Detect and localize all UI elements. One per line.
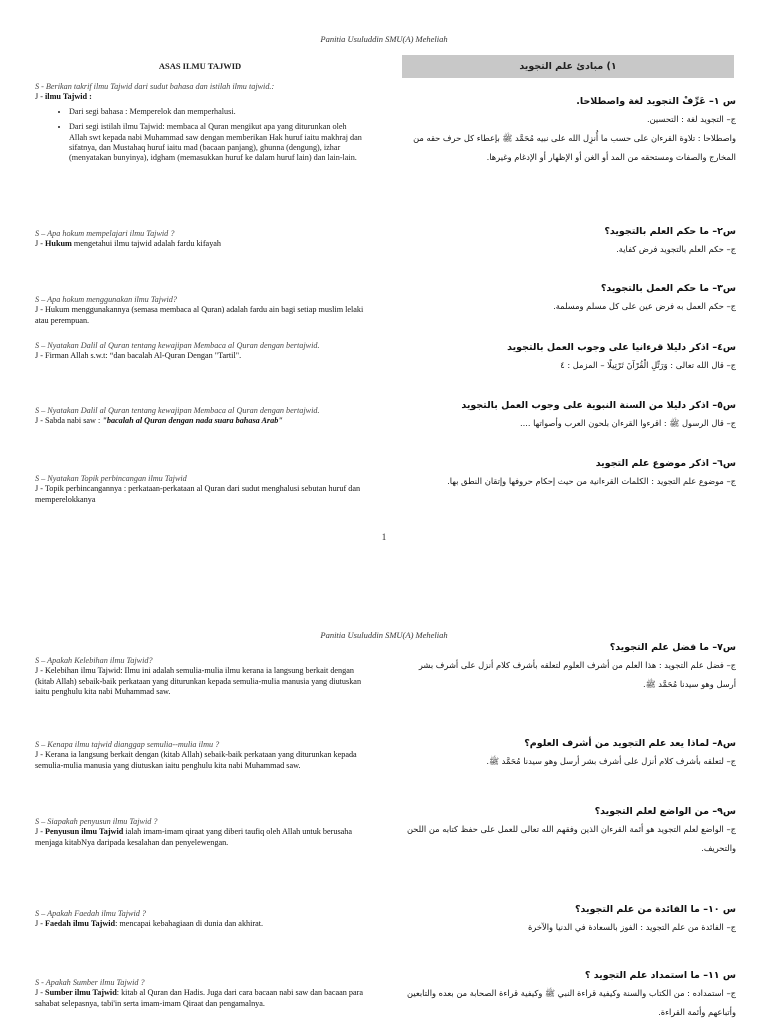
arabic-question: س ١١– ما استمداد علم التجويد ؟ (584, 970, 736, 981)
arabic-qa-block (402, 456, 736, 491)
arabic-qa-block (402, 224, 736, 259)
arabic-qa-block (402, 804, 736, 858)
answer-rest: : kitab al Quran dan Hadis. Juga dari cara bacaan nabi saw dan bacaan para sahabat selepasnya, tabi'in serta imam-imam Qiraat dan pengamalnya. (35, 988, 363, 1008)
answer-prefix: J - (35, 827, 46, 837)
answer-prefix: J - (35, 239, 46, 249)
question-text: S - Berikan takrif ilmu Tajwid dari sudut bahasa dan istilah ilmu tajwid.: (35, 82, 275, 91)
qa-block (35, 740, 365, 771)
arabic-qa-block (402, 398, 736, 433)
arabic-answer: ج– لتعلقه بأشرف كلام أنزل على أشرف بشر أرسل وهو سيدنا مُحَمَّد ﷺ. (486, 756, 736, 766)
arabic-answer: ج– فضل علم التجويد : هذا العلم من أشرف العلوم لتعلقه بأشرف كلام أنزل على أشرف بشر أرسل وهو سيدنا مُحَمَّد ﷺ. (418, 660, 736, 689)
question-text: S – Apakah Kelebihan ilmu Tajwid? (35, 656, 153, 665)
answer-italic: "bacalah al Quran dengan nada suara bahasa Arab" (102, 416, 283, 426)
arabic-qa-block (402, 94, 736, 167)
arabic-question: س ١٠– ما الفائدة من علم التجويد؟ (575, 904, 736, 915)
right-section-title: ١) مبادئ علم التجويد (402, 55, 734, 78)
arabic-qa-block (402, 902, 736, 937)
arabic-answer: ج– حكم العلم بالتجويد فرض كفاية. (616, 244, 736, 254)
qa-block (35, 82, 365, 169)
arabic-answer: ج– الفائدة من علم التجويد : الفوز بالسعادة في الدنيا والآخرة (527, 922, 736, 932)
question-text: S – Apa hokum mempelajari ilmu Tajwid ? (35, 229, 175, 238)
arabic-question: س٦– اذكر موضوع علم التجويد (595, 458, 736, 469)
question-text: S - Apakah Sumber ilmu Tajwid ? (35, 978, 145, 987)
arabic-question: س٨– لماذا يعد علم التجويد من أشرف العلوم؟ (524, 738, 736, 749)
answer-text: J - Kelebihan ilmu Tajwid: Ilmu ini adalah semulia-mulia ilmu kerana ia langsung berkait dengan (kitab Allah) sebaik-baik perkataan yang diturunkan kepada semulia-mulia manusia yang diutuskan iaitu penghulu kita nabi Muhammad saw. (35, 666, 362, 697)
answer-text (35, 416, 365, 426)
qa-block (35, 909, 365, 930)
arabic-question: س ١– عَرِّفْ التجويد لغة واصطلاحا. (576, 96, 736, 107)
question-text: S – Siapakah penyusun ilmu Tajwid ? (35, 817, 158, 826)
page-number: 1 (381, 532, 387, 542)
arabic-question: س٧– ما فضل علم التجويد؟ (609, 642, 736, 653)
arabic-question: س٣– ما حكم العمل بالتجويد؟ (600, 283, 736, 294)
arabic-qa-block (402, 968, 736, 1022)
answer-text: J - Hukum menggunakannya (semasa membaca al Quran) adalah fardu ain bagi setiap muslim lelaki atau perempuan. (35, 305, 364, 325)
arabic-answer: ج– الواضع لعلم التجويد هو أئمة القرءان الذين وفقهم الله تعالى للعمل على حفظ كتابه من اللحن والتحريف. (406, 824, 736, 853)
answer-prefix: J - (35, 351, 46, 361)
qa-block (35, 295, 365, 326)
definition-list (35, 107, 365, 164)
arabic-qa-block (402, 736, 736, 771)
question-text: S – Apa hokum menggunakan ilmu Tajwid? (35, 295, 177, 304)
answer-text: J - Kerana ia langsung berkait dengan (kitab Allah) sebaik-baik perkataan yang diturunkan kepada semulia-mulia manusia yang diutuskan iaitu penghulu kita nabi Muhammad saw. (35, 750, 357, 770)
answer-bold: Hukum (45, 239, 72, 249)
arabic-answer: ج– استمداده : من الكتاب والسنة وكيفية قراءة النبي ﷺ وكيفية قراءة الصحابة من بعده والتابعين وأتباعهم وأئمة القراءة. (407, 988, 736, 1017)
arabic-answer: ج– حكم العمل به فرض عين على كل مسلم ومسلمة. (553, 301, 736, 311)
answer-rest: Firman Allah s.w.t: “dan bacalah Al-Quran Dengan "Tartil". (45, 351, 242, 361)
arabic-qa-block (402, 640, 736, 694)
answer-text (35, 827, 365, 848)
arabic-qa-block (402, 340, 736, 375)
arabic-qa-block (402, 281, 736, 316)
qa-block (35, 229, 365, 250)
question-text: S – Kenapa ilmu tajwid dianggap semulia--mulia ilmu ? (35, 740, 220, 749)
running-header: Panitia Usuluddin SMU(A) Meheliah (320, 630, 448, 640)
arabic-answer: ج– قال الله تعالى : وَرَتِّلِ الْقُرْآنَ تَرْتِيلًا – المزمل : ٤ (560, 360, 736, 370)
answer-rest: ialah imam-imam qiraat yang diberi taufiq oleh Allah untuk berusaha menjaga kitabNya daripada kesalahan dan penyelewengan. (35, 827, 353, 847)
arabic-question: س٢– ما حكم العلم بالتجويد؟ (604, 226, 736, 237)
document-page-2 (0, 612, 768, 1024)
qa-block (35, 978, 365, 1009)
question-text: S – Apakah Faedah ilmu Tajwid ? (35, 909, 146, 918)
answer-prefix: J - (35, 919, 46, 929)
list-item: • Dari segi bahasa : Memperelok dan memperhalusi. (69, 107, 365, 117)
answer-rest: mengetahui ilmu tajwid adalah fardu kifayah (71, 239, 222, 249)
answer-text (35, 92, 365, 102)
answer-text (35, 988, 365, 1009)
question-text: S – Nyatakan Topik perbincangan ilmu Tajwid (35, 474, 187, 483)
answer-bold: Penyusun ilmu Tajwid (45, 827, 124, 837)
question-text: S – Nyatakan Dalil al Quran tentang kewajipan Membaca al Quran dengan bertajwid. (35, 406, 320, 415)
running-header: Panitia Usuluddin SMU(A) Meheliah (320, 34, 448, 44)
question-text: S – Nyatakan Dalil al Quran tentang kewajipan Membaca al Quran dengan bertajwid. (35, 341, 320, 350)
arabic-question: س٥– اذكر دليلا من السنة النبوية على وجوب العمل بالتجويد (461, 400, 736, 411)
answer-bold: ilmu Tajwid : (45, 92, 92, 102)
left-section-title: ASAS ILMU TAJWID (158, 61, 242, 71)
list-item: • Dari segi istilah ilmu Tajwid: membaca al Quran mengikut apa yang diturunkan oleh Allah swt kepada nabi Muhammad saw dengan memberikan Hak huruf iaitu makhraj dan sifatnya, dan Mustahaq huruf iaitu mad (bacaan panjang), ghunna (dengung), izhar (menyatakan bunyinya), idgham (memasukkan huruf ke dalam huruf lain) dan lain-lain. (69, 122, 365, 164)
answer-text: J - Topik perbincangannya : perkataan-perkataan al Quran dari sudut menghalusi sebutan huruf dan memperelokkanya (35, 484, 361, 504)
answer-bold: Sumber ilmu Tajwid (45, 988, 117, 998)
arabic-answer: ج– موضوع علم التجويد : الكلمات القرءانية من حيث إحكام حروفها وإتقان النطق بها. (447, 476, 736, 486)
arabic-answer: واصطلاحا : تلاوة القرءان على حسب ما أُنزِل الله على نبيه مُحَمَّد ﷺ بإعطاء كل حرف حقه من المخارج والصفات ومستحقه من المد أو الغن أو الإظهار أو الإدغام وغيرها. (413, 133, 736, 162)
answer-prefix: J - (35, 988, 46, 998)
qa-block (35, 341, 365, 362)
answer-text (35, 919, 365, 929)
answer-text (35, 351, 365, 361)
arabic-question: س٤– اذكر دليلا قرءانيا على وجوب العمل بالتجويد (507, 342, 736, 353)
answer-prefix: J - (35, 92, 46, 102)
arabic-question: س٩– من الواضع لعلم التجويد؟ (594, 806, 736, 817)
answer-rest: J - Sabda nabi saw : (35, 416, 103, 426)
arabic-answer: ج– قال الرسول ﷺ : اقرءوا القرءان بلحون العرب وأصواتها .... (519, 418, 736, 428)
page-gap (0, 560, 768, 612)
qa-block (35, 406, 365, 427)
qa-block (35, 817, 365, 848)
answer-rest: : mencapai kebahagiaan di dunia dan akhirat. (115, 919, 264, 929)
arabic-answer: ج– التجويد لغة : التحسين. (646, 114, 736, 124)
qa-block (35, 656, 365, 698)
answer-text (35, 239, 365, 249)
qa-block (35, 474, 365, 505)
answer-bold: Faedah ilmu Tajwid (45, 919, 116, 929)
